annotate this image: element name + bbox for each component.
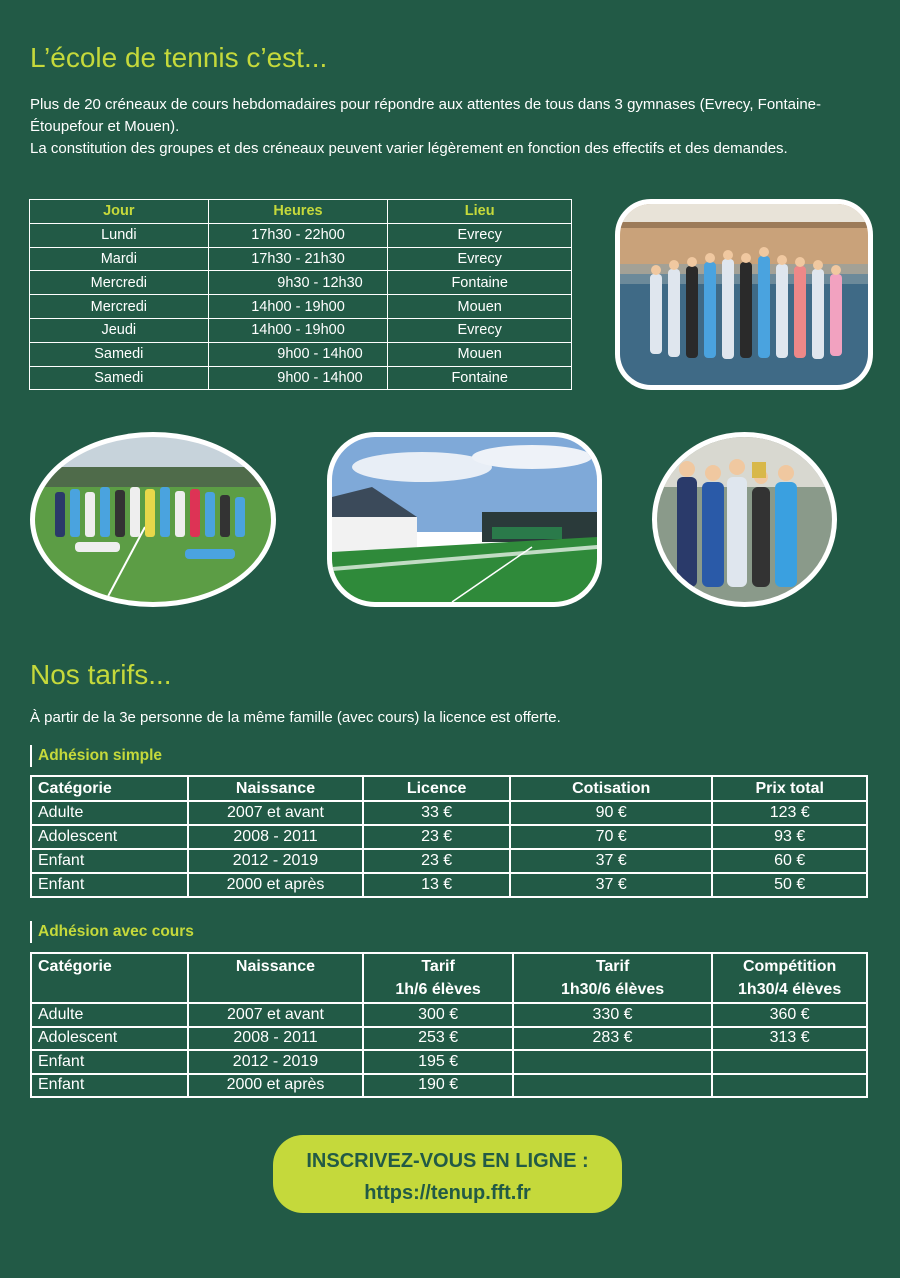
photo-indoor-group: [615, 199, 873, 390]
photo-clubhouse-court: [327, 432, 602, 607]
cell-competition: [712, 1074, 867, 1098]
col-header-competition: [712, 953, 867, 1003]
cell-naissance: 2007 et avant: [188, 1003, 364, 1027]
schedule-hours: 9h00 - 14h00: [208, 342, 388, 366]
schedule-place: Mouen: [388, 342, 572, 366]
table-row: [31, 1074, 867, 1098]
schedule-day: Lundi: [30, 223, 209, 247]
signup-online-button[interactable]: [273, 1135, 622, 1213]
table-row: [31, 1003, 867, 1027]
cell-categorie: Enfant: [31, 849, 188, 873]
cell-prix-total: 60 €: [712, 849, 867, 873]
cell-naissance: 2008 - 2011: [188, 1027, 364, 1051]
table-row: [31, 1027, 867, 1051]
cell-licence: 23 €: [363, 849, 510, 873]
schedule-hours: 9h00 - 14h00: [208, 366, 388, 390]
col-header-cotisation: Cotisation: [510, 776, 713, 801]
cell-tarif-1h30: [513, 1074, 712, 1098]
intro-paragraph-1: Plus de 20 créneaux de cours hebdomadaires pour répondre aux attentes de tous dans 3 gymnases (Evrecy, Fontaine-Étoupefour et Mouen).: [30, 96, 822, 135]
cell-competition: 313 €: [712, 1027, 867, 1051]
table-row: [30, 247, 572, 271]
schedule-place: Fontaine: [388, 271, 572, 295]
col-header-line: Tarif: [421, 958, 455, 975]
cell-tarif-1h30: 283 €: [513, 1027, 712, 1051]
schedule-header-heures: Heures: [208, 200, 388, 224]
cell-tarif-1h: 253 €: [363, 1027, 513, 1051]
schedule-day: Mercredi: [30, 271, 209, 295]
table-row: [31, 849, 867, 873]
cell-prix-total: 123 €: [712, 801, 867, 825]
cell-categorie: Enfant: [31, 1074, 188, 1098]
simple-membership-table: [30, 775, 868, 898]
col-header-line: Tarif: [595, 958, 630, 975]
col-header-tarif-1h30: [513, 953, 712, 1003]
tarifs-heading: Nos tarifs...: [30, 659, 172, 690]
intro-text: [30, 94, 880, 160]
table-row: [31, 1050, 867, 1074]
cell-naissance: 2000 et après: [188, 1074, 364, 1098]
table-row: [31, 873, 867, 897]
col-header-categorie: [31, 953, 188, 1003]
cell-naissance: 2012 - 2019: [188, 849, 364, 873]
cell-cotisation: 90 €: [510, 801, 713, 825]
cell-competition: 360 €: [712, 1003, 867, 1027]
table-row: [30, 366, 572, 390]
cell-tarif-1h: 195 €: [363, 1050, 513, 1074]
schedule-hours: 14h00 - 19h00: [208, 318, 388, 342]
cell-cotisation: 37 €: [510, 873, 713, 897]
schedule-header-jour: Jour: [30, 200, 209, 224]
table-row: [30, 223, 572, 247]
schedule-day: Jeudi: [30, 318, 209, 342]
cell-prix-total: 50 €: [712, 873, 867, 897]
table-row: [30, 271, 572, 295]
cell-naissance: 2000 et après: [188, 873, 364, 897]
schedule-place: Evrecy: [388, 247, 572, 271]
schedule-hours: 14h00 - 19h00: [208, 295, 388, 319]
cell-tarif-1h: 190 €: [363, 1074, 513, 1098]
table-header-row: [31, 776, 867, 801]
tarifs-note: À partir de la 3e personne de la même famille (avec cours) la licence est offerte.: [30, 709, 561, 726]
col-header-prix-total: Prix total: [712, 776, 867, 801]
cell-licence: 13 €: [363, 873, 510, 897]
col-header-subline: 1h30/6 élèves: [560, 981, 665, 998]
cell-cotisation: 37 €: [510, 849, 713, 873]
col-header-line: Compétition: [742, 958, 837, 975]
cell-naissance: 2012 - 2019: [188, 1050, 364, 1074]
schedule-day: Mercredi: [30, 295, 209, 319]
intro-paragraph-2: La constitution des groupes et des créneaux peuvent varier légèrement en fonction des effectifs et des demandes.: [30, 140, 788, 157]
photo-kids-trophies: [652, 432, 837, 607]
schedule-header-lieu: Lieu: [388, 200, 572, 224]
schedule-hours: 9h30 - 12h30: [208, 271, 388, 295]
col-header-naissance: [188, 953, 364, 1003]
schedule-table: [29, 199, 572, 390]
cell-tarif-1h30: [513, 1050, 712, 1074]
course-membership-title: Adhésion avec cours: [30, 921, 194, 943]
signup-link[interactable]: https://tenup.fft.fr: [364, 1182, 531, 1204]
col-header-naissance: Naissance: [188, 776, 364, 801]
table-row: [30, 342, 572, 366]
schedule-day: Samedi: [30, 342, 209, 366]
schedule-day: Mardi: [30, 247, 209, 271]
schedule-hours: 17h30 - 22h00: [208, 223, 388, 247]
col-header-subline: 1h/6 élèves: [395, 981, 481, 998]
cell-cotisation: 70 €: [510, 825, 713, 849]
col-header-line: Catégorie: [38, 958, 112, 975]
table-row: [30, 295, 572, 319]
cell-categorie: Adolescent: [31, 1027, 188, 1051]
cell-tarif-1h: 300 €: [363, 1003, 513, 1027]
schedule-place: Evrecy: [388, 223, 572, 247]
schedule-place: Evrecy: [388, 318, 572, 342]
table-row: [30, 318, 572, 342]
simple-membership-title: Adhésion simple: [30, 745, 162, 767]
col-header-tarif-1h: [363, 953, 513, 1003]
schedule-place: Fontaine: [388, 366, 572, 390]
page-title: L’école de tennis c’est...: [30, 42, 328, 73]
schedule-hours: 17h30 - 21h30: [208, 247, 388, 271]
col-header-subline: 1h30/4 élèves: [738, 981, 842, 998]
col-header-licence: Licence: [363, 776, 510, 801]
table-row: [31, 825, 867, 849]
cell-categorie: Adolescent: [31, 825, 188, 849]
cell-naissance: 2007 et avant: [188, 801, 364, 825]
cell-naissance: 2008 - 2011: [188, 825, 364, 849]
course-membership-table: [30, 952, 868, 1098]
table-row: [31, 801, 867, 825]
schedule-day: Samedi: [30, 366, 209, 390]
col-header-line: Naissance: [235, 958, 316, 975]
cell-licence: 23 €: [363, 825, 510, 849]
schedule-place: Mouen: [388, 295, 572, 319]
cell-categorie: Enfant: [31, 873, 188, 897]
table-header-row: [31, 953, 867, 1003]
cell-categorie: Adulte: [31, 801, 188, 825]
photo-outdoor-group: [30, 432, 276, 607]
cell-categorie: Enfant: [31, 1050, 188, 1074]
cell-tarif-1h30: 330 €: [513, 1003, 712, 1027]
cell-categorie: Adulte: [31, 1003, 188, 1027]
signup-cta-label: INSCRIVEZ-VOUS EN LIGNE :: [306, 1150, 589, 1172]
schedule-header-row: [30, 200, 572, 224]
cell-competition: [712, 1050, 867, 1074]
col-header-categorie: Catégorie: [31, 776, 188, 801]
cell-licence: 33 €: [363, 801, 510, 825]
cell-prix-total: 93 €: [712, 825, 867, 849]
